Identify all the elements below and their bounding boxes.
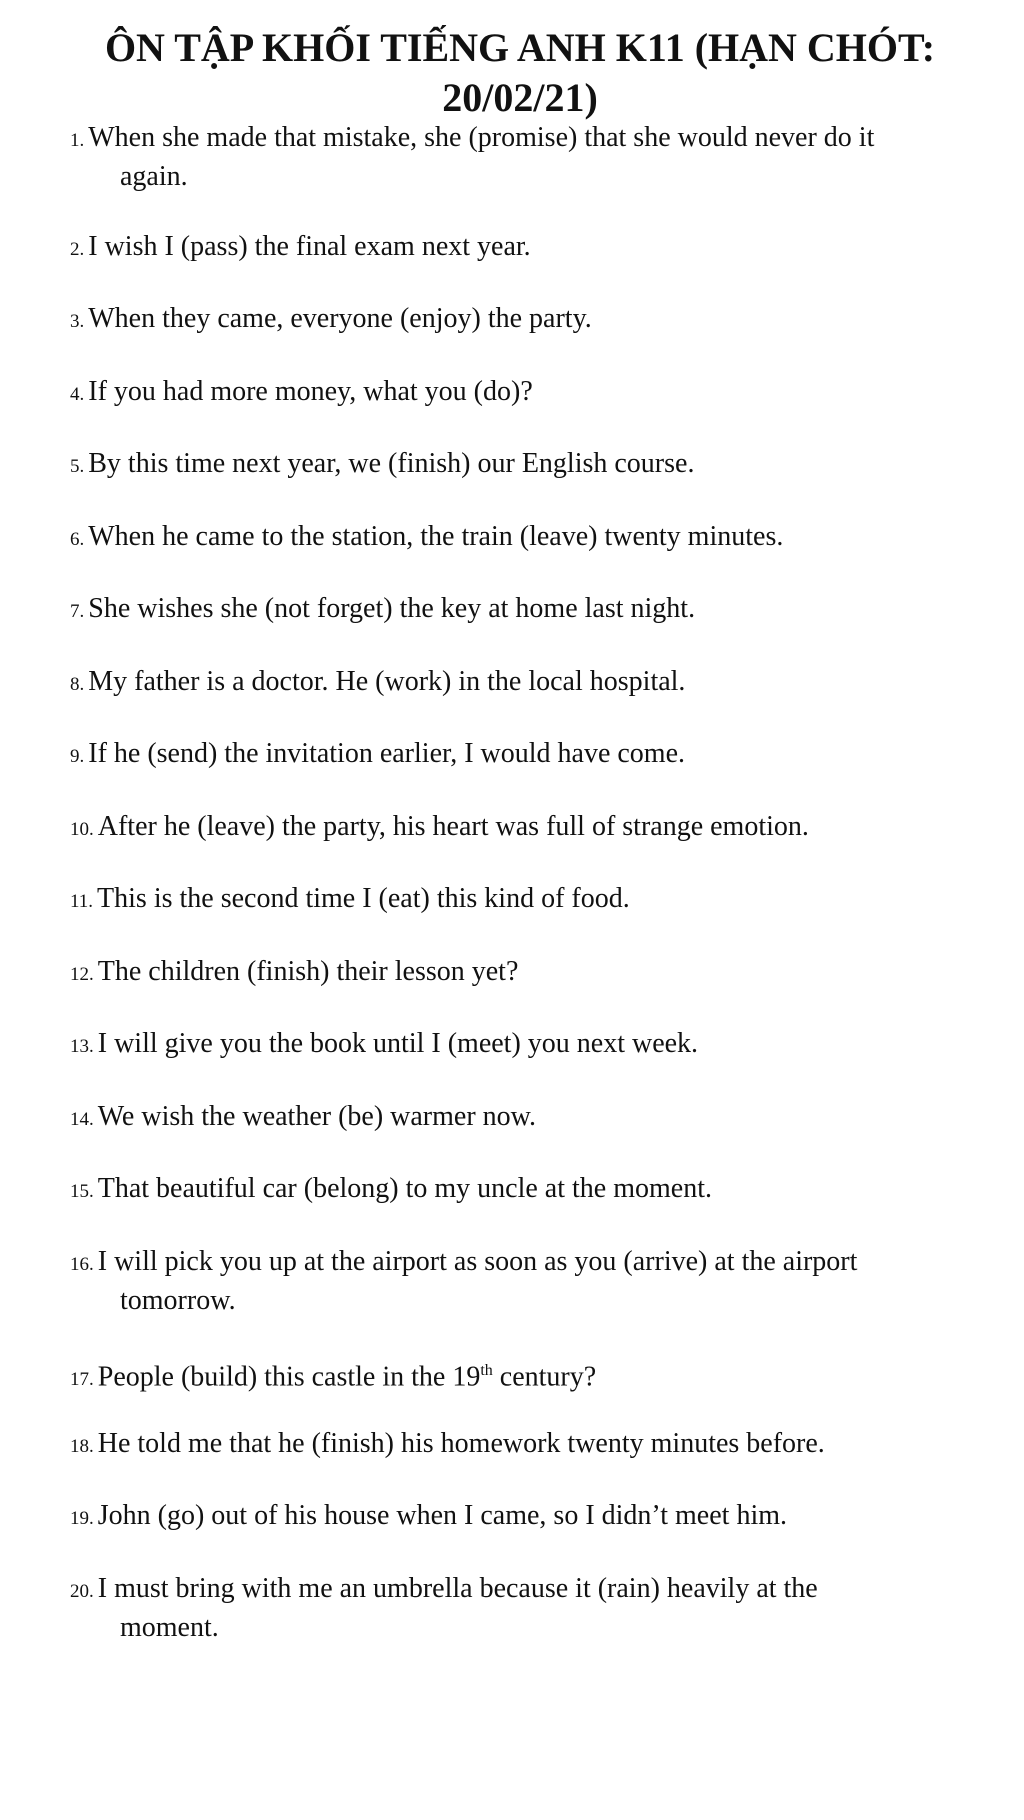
- question-text-continued: moment.: [120, 1612, 219, 1643]
- question-number: 3.: [70, 311, 85, 332]
- question-text: We wish the weather (be) warmer now.: [97, 1101, 537, 1132]
- question-number: 20.: [70, 1581, 94, 1602]
- question-9: [70, 736, 970, 775]
- question-text: The children (finish) their lesson yet?: [97, 956, 519, 987]
- question-text: I will give you the book until I (meet) you next week.: [97, 1028, 699, 1059]
- question-text: I will pick you up at the airport as soon as you (arrive) at the airport: [97, 1246, 858, 1277]
- question-text: I wish I (pass) the final exam next year.: [88, 231, 531, 262]
- question-number: 6.: [70, 529, 85, 550]
- question-6: [70, 519, 970, 558]
- question-15: [70, 1171, 970, 1210]
- question-text: If you had more money, what you (do)?: [88, 376, 533, 407]
- question-number: 1.: [70, 130, 85, 151]
- question-1: [70, 120, 970, 195]
- question-14: [70, 1099, 970, 1138]
- question-text: After he (leave) the party, his heart was full of strange emotion.: [97, 811, 809, 842]
- page-title-line-1: ÔN TẬP KHỐI TIẾNG ANH K11 (HẠN CHÓT:: [104, 25, 936, 70]
- question-number: 10.: [70, 819, 94, 840]
- question-text: That beautiful car (belong) to my uncle at the moment.: [97, 1173, 712, 1204]
- question-20: [70, 1571, 970, 1646]
- question-16: [70, 1244, 970, 1319]
- question-2: [70, 229, 970, 268]
- question-text-after: century?: [492, 1361, 597, 1393]
- question-number: 11.: [70, 891, 94, 912]
- question-text: When she made that mistake, she (promise) that she would never do it: [88, 122, 875, 153]
- question-text: My father is a doctor. He (work) in the local hospital.: [88, 666, 686, 697]
- question-number: 19.: [70, 1508, 94, 1529]
- question-number: 17.: [70, 1369, 94, 1391]
- question-text: She wishes she (not forget) the key at home last night.: [88, 593, 696, 624]
- question-text-continued: again.: [120, 161, 188, 192]
- question-3: [70, 301, 970, 340]
- question-number: 8.: [70, 674, 85, 695]
- question-text: This is the second time I (eat) this kind of food.: [97, 883, 630, 914]
- question-number: 15.: [70, 1181, 94, 1202]
- question-number: 9.: [70, 746, 85, 767]
- question-text: He told me that he (finish) his homework twenty minutes before.: [97, 1428, 825, 1459]
- question-number: 18.: [70, 1436, 94, 1457]
- question-text-continued: tomorrow.: [120, 1285, 236, 1316]
- question-number: 16.: [70, 1254, 94, 1275]
- superscript-ordinal: th: [480, 1362, 493, 1379]
- question-13: [70, 1026, 970, 1065]
- question-8: [70, 664, 970, 703]
- question-text: By this time next year, we (finish) our English course.: [88, 448, 695, 479]
- question-number: 12.: [70, 964, 94, 985]
- question-4: [70, 374, 970, 413]
- question-10: [70, 809, 970, 848]
- question-19: [70, 1498, 970, 1537]
- question-17: [70, 1353, 970, 1398]
- question-number: 4.: [70, 384, 85, 405]
- question-text: When he came to the station, the train (leave) twenty minutes.: [88, 521, 784, 552]
- question-7: [70, 591, 970, 630]
- question-number: 14.: [70, 1109, 94, 1130]
- question-text: People (build) this castle in the 19: [97, 1361, 481, 1393]
- question-12: [70, 954, 970, 993]
- page-title-line-2: 20/02/21): [442, 75, 598, 120]
- question-text: John (go) out of his house when I came, so I didn’t meet him.: [97, 1500, 788, 1531]
- question-5: [70, 446, 970, 485]
- question-number: 2.: [70, 239, 85, 260]
- question-number: 13.: [70, 1036, 94, 1057]
- question-11: [70, 881, 970, 920]
- question-number: 7.: [70, 601, 85, 622]
- question-text: I must bring with me an umbrella because it (rain) heavily at the: [97, 1573, 818, 1604]
- question-text: If he (send) the invitation earlier, I would have come.: [88, 738, 686, 769]
- question-18: [70, 1426, 970, 1465]
- question-number: 5.: [70, 456, 85, 477]
- question-text: When they came, everyone (enjoy) the party.: [88, 303, 592, 334]
